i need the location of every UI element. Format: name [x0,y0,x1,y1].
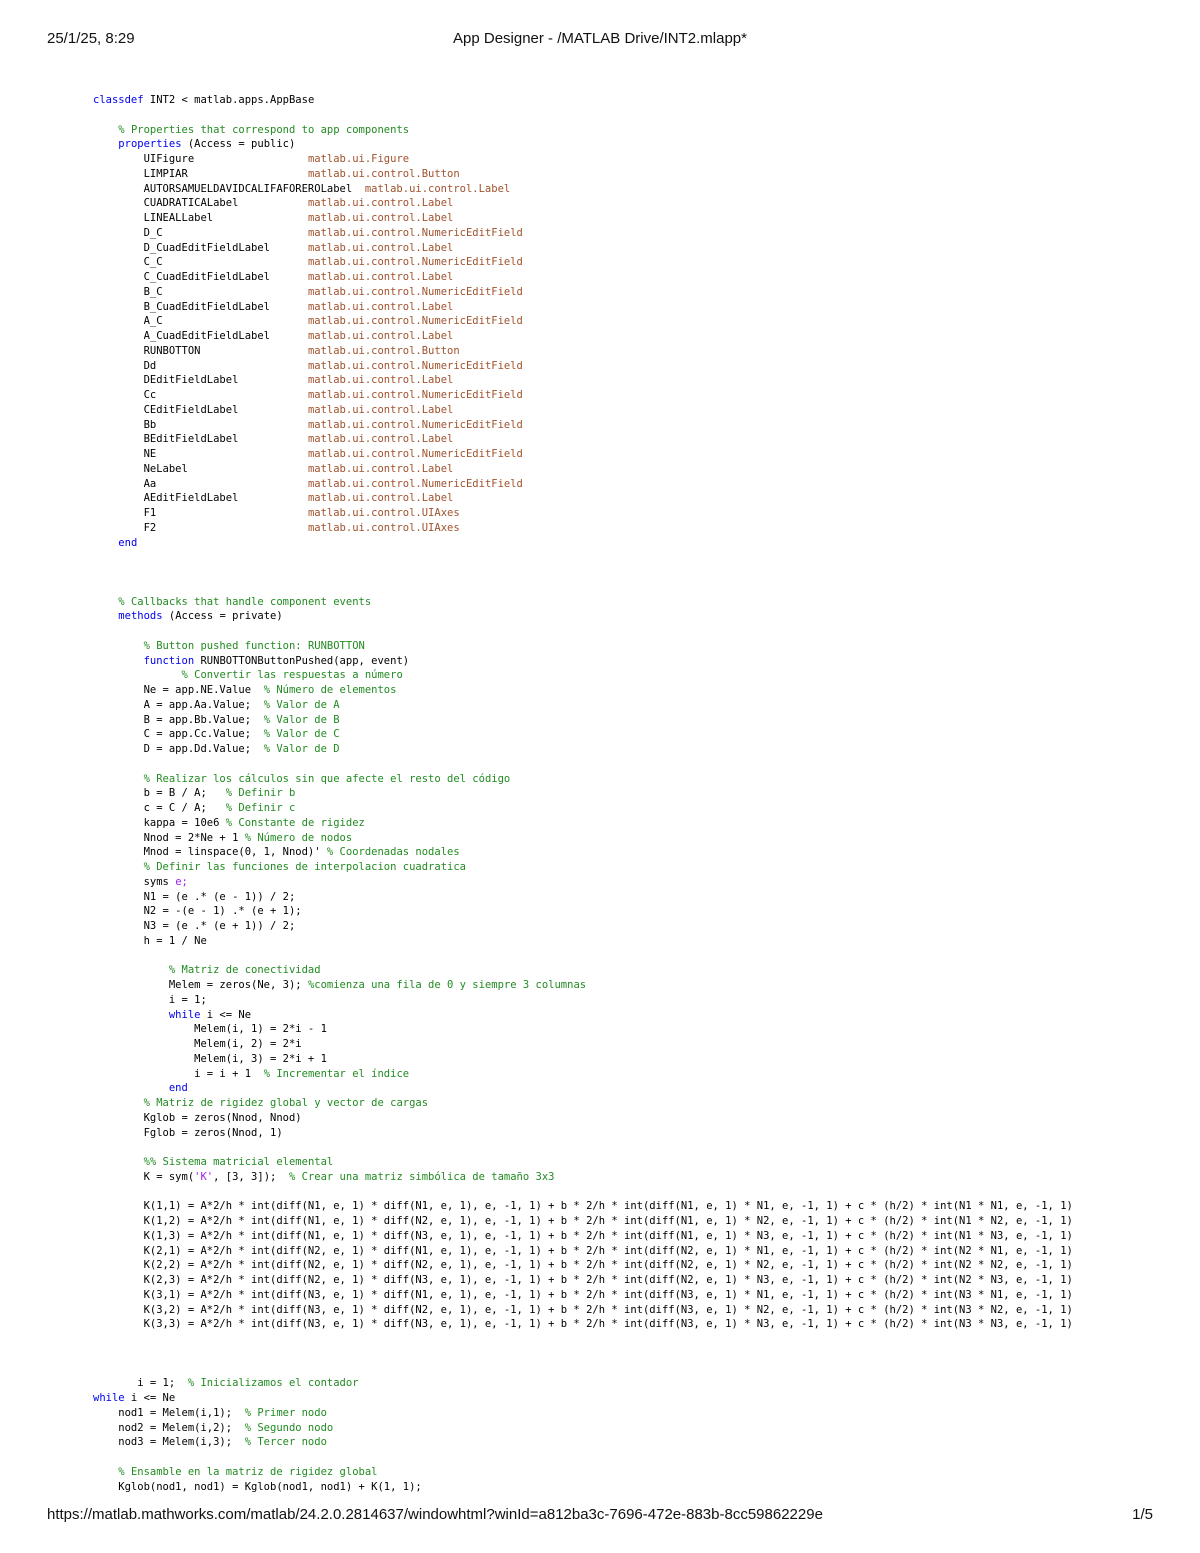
code-token: Nnod = 2*Ne + 1 [93,831,245,844]
code-token: % Callbacks that handle component events [118,595,372,608]
code-line [93,1052,1150,1067]
code-line [93,521,1150,536]
code-line [93,1096,1150,1111]
code-token: N1 = (e .* (e - 1)) / 2; [93,890,296,903]
code-line [93,1450,1150,1465]
code-token: matlab.ui.control.Label [307,374,454,387]
code-line [93,624,1150,639]
code-line [93,919,1150,934]
code-token: AEditFieldLabel [93,492,308,505]
code-token: matlab.ui.control.Label [307,433,454,446]
code-line [93,1435,1150,1450]
code-token: % Matriz de rigidez global y vector de cargas [143,1097,429,1109]
code-token [93,596,118,608]
code-token: % Valor de A [263,698,340,711]
code-line [93,329,1150,344]
code-token: , [3, 3]); [213,1170,289,1183]
code-line [93,462,1150,477]
code-line [93,285,1150,300]
code-line [93,1081,1150,1096]
code-token: K(3,2) = A*2/h * int(diff(N3, e, 1) * diff(N2, e, 1), e, -1, 1) + b * 2/h * int(diff(N3, e, 1) * N2, e, -1, 1) + c * (h/2) * int(N3 * N2, e, -1, 1) [93,1303,1073,1316]
code-token: A = app.Aa.Value; [93,698,264,711]
code-line [93,1170,1150,1185]
code-token: Fglob = zeros(Nnod, 1) [93,1126,283,1139]
code-line [93,963,1150,978]
code-line [93,949,1150,964]
code-token: LIMPIAR [93,167,308,180]
code-line [93,182,1150,197]
code-token: matlab.ui.control.Label [307,492,454,505]
code-token: while [168,1008,201,1021]
code-token: kappa = 10e6 [93,816,226,829]
code-token: % Inicializamos el contador [187,1377,359,1390]
code-line [93,1391,1150,1406]
code-line [93,1022,1150,1037]
code-token: i <= Ne [124,1392,176,1404]
code-token: % Número de nodos [244,831,353,844]
code-token: Aa [93,477,308,490]
code-token: % Convertir las respuestas a número [181,669,403,682]
code-line [93,388,1150,403]
code-token: CUADRATICALabel [93,197,308,210]
code-token: NeLabel [93,462,308,475]
code-token: Melem = zeros(Ne, 3); [93,979,308,991]
code-token: AUTORSAMUELDAVIDCALIFAFOREROLabel [93,182,365,195]
code-token [93,138,118,150]
code-token: function [143,654,195,667]
code-token: K(3,1) = A*2/h * int(diff(N3, e, 1) * diff(N1, e, 1), e, -1, 1) + b * 2/h * int(diff(N3, e, 1) * N1, e, -1, 1) + c * (h/2) * int(N3 * N1, e, -1, 1) [93,1288,1073,1301]
code-token: Bb [93,418,308,431]
code-token: % Coordenadas nodales [326,846,460,859]
code-line [93,1037,1150,1052]
code-token: % Constante de rigidez [225,816,365,829]
code-token: matlab.ui.control.NumericEditField [307,389,523,401]
code-token: end [118,536,138,549]
code-token: % Valor de B [263,713,340,726]
code-token: C_C [93,256,308,269]
code-line [93,639,1150,654]
code-line [93,1185,1150,1200]
code-token: % Definir las funciones de interpolacion cuadratica [143,861,466,873]
code-token: K(3,3) = A*2/h * int(diff(N3, e, 1) * diff(N3, e, 1), e, -1, 1) + b * 2/h * int(diff(N3, e, 1) * N3, e, -1, 1) + c * (h/2) * int(N3 * N3, e, -1, 1) [93,1318,1073,1331]
code-token: K(1,1) = A*2/h * int(diff(N1, e, 1) * diff(N1, e, 1), e, -1, 1) + b * 2/h * int(diff(N1, e, 1) * N1, e, -1, 1) + c * (h/2) * int(N1 * N1, e, -1, 1) [93,1200,1073,1213]
code-token: e; [175,875,188,888]
code-token: i <= Ne [200,1008,252,1021]
code-token: matlab.ui.control.NumericEditField [307,285,523,298]
code-token: matlab.ui.control.Button [307,167,460,180]
code-token: % Definir c [225,802,296,814]
code-line [93,108,1150,123]
code-line [93,757,1150,772]
code-line [93,698,1150,713]
code-line [93,1140,1150,1155]
code-line [93,1480,1150,1494]
code-token: N2 = -(e - 1) .* (e + 1); [93,905,302,918]
code-token: Kglob = zeros(Nnod, Nnod) [93,1111,302,1124]
code-line [93,1303,1150,1318]
code-line [93,1111,1150,1126]
code-token: B_CuadEditFieldLabel [93,300,308,313]
code-line [93,904,1150,919]
code-token: matlab.ui.control.UIAxes [307,521,460,534]
code-token [93,1156,144,1168]
code-line [93,609,1150,624]
code-line [93,890,1150,905]
code-token: matlab.ui.Figure [307,153,410,165]
code-line [93,683,1150,698]
code-token: matlab.ui.control.Label [307,300,454,313]
code-line [93,1199,1150,1214]
code-token [93,1466,118,1478]
code-token: matlab.ui.control.NumericEditField [307,418,523,431]
code-line [93,550,1150,565]
code-token: i = 1; [93,993,207,1006]
code-line [93,359,1150,374]
code-token: A_CuadEditFieldLabel [93,330,308,342]
code-token: RUNBOTTONButtonPushed(app, event) [194,654,410,667]
code-line [93,786,1150,801]
code-token: K(1,2) = A*2/h * int(diff(N1, e, 1) * diff(N2, e, 1), e, -1, 1) + b * 2/h * int(diff(N1, e, 1) * N2, e, -1, 1) + c * (h/2) * int(N1 * N2, e, -1, 1) [93,1215,1073,1227]
code-token: c = C / A; [93,802,226,814]
code-line [93,978,1150,993]
code-token: matlab.ui.control.Button [307,344,460,357]
code-token: D_CuadEditFieldLabel [93,241,308,254]
code-token: matlab.ui.control.NumericEditField [307,477,523,490]
code-token [93,610,118,622]
code-token: nod1 = Melem(i,1); [93,1406,245,1419]
code-token [93,773,144,785]
code-line [93,934,1150,949]
code-line [93,196,1150,211]
code-line [93,123,1150,138]
code-line [93,860,1150,875]
code-token: 'K' [194,1170,214,1183]
code-token: Dd [93,359,308,372]
code-line [93,595,1150,610]
code-line [93,1126,1150,1141]
code-token: % Valor de C [263,728,340,741]
code-line [93,270,1150,285]
page-url: https://matlab.mathworks.com/matlab/24.2.0.2814637/windowhtml?winId=a812ba3c-7696-472e-883b-8cc59862229e [47,1506,823,1523]
code-token: i = i + 1 [93,1067,264,1080]
code-line [93,1465,1150,1480]
code-line [93,1332,1150,1347]
code-token: methods [118,610,163,623]
code-listing [93,93,1150,1493]
code-line [93,93,1150,108]
code-line [93,418,1150,433]
code-token: Cc [93,389,308,401]
code-token: matlab.ui.control.Label [364,182,511,195]
code-line [93,845,1150,860]
code-line [93,1421,1150,1436]
code-token [93,1082,169,1094]
code-line [93,816,1150,831]
code-token: matlab.ui.control.NumericEditField [307,315,523,328]
code-token: i = 1; [93,1377,188,1390]
code-line [93,300,1150,315]
code-line [93,993,1150,1008]
code-line [93,875,1150,890]
code-token [93,964,169,976]
code-token: while [93,1392,125,1404]
code-token: (Access = public) [181,138,296,151]
code-line [93,1406,1150,1421]
code-token [93,1009,169,1021]
code-token: % Realizar los cálculos sin que afecte el resto del código [143,772,511,785]
code-token: C = app.Cc.Value; [93,728,264,741]
code-line [93,491,1150,506]
code-token: Mnod = linspace(0, 1, Nnod)' [93,846,327,859]
code-line [93,477,1150,492]
code-line [93,506,1150,521]
code-line [93,772,1150,787]
code-token [93,537,118,549]
code-line [93,1229,1150,1244]
code-token: K = sym( [93,1170,195,1183]
code-token: Ne = app.NE.Value [93,684,264,696]
code-token: RUNBOTTON [93,344,308,357]
code-token [93,124,118,136]
code-line [93,1362,1150,1377]
code-line [93,1244,1150,1259]
code-token: D = app.Dd.Value; [93,743,264,755]
print-datetime: 25/1/25, 8:29 [47,30,135,47]
code-token: % Segundo nodo [244,1421,334,1434]
code-token: K(2,1) = A*2/h * int(diff(N2, e, 1) * diff(N1, e, 1), e, -1, 1) + b * 2/h * int(diff(N2, e, 1) * N1, e, -1, 1) + c * (h/2) * int(N2 * N1, e, -1, 1) [93,1244,1073,1257]
code-token: % Número de elementos [263,684,397,696]
code-line [93,226,1150,241]
code-token: B_C [93,285,308,298]
code-token: A_C [93,315,308,328]
page-title: App Designer - /MATLAB Drive/INT2.mlapp* [453,30,747,47]
code-token: b = B / A; [93,787,226,800]
code-token: Melem(i, 2) = 2*i [93,1038,302,1050]
code-token: K(2,2) = A*2/h * int(diff(N2, e, 1) * diff(N2, e, 1), e, -1, 1) + b * 2/h * int(diff(N2, e, 1) * N2, e, -1, 1) + c * (h/2) * int(N2 * N2, e, -1, 1) [93,1259,1073,1272]
code-token: B = app.Bb.Value; [93,713,264,726]
code-token: matlab.ui.control.NumericEditField [307,226,523,239]
code-line [93,742,1150,757]
code-token: BEditFieldLabel [93,433,308,446]
code-line [93,668,1150,683]
code-token: matlab.ui.control.Label [307,197,454,210]
code-token: h = 1 / Ne [93,934,207,947]
code-line [93,1273,1150,1288]
code-line [93,727,1150,742]
code-token: F1 [93,507,308,519]
code-token: % Matriz de conectividad [168,964,321,977]
code-token: % Button pushed function: RUNBOTTON [143,639,365,652]
code-line [93,447,1150,462]
code-token: UIFigure [93,153,308,165]
page-number: 1/5 [1132,1506,1153,1523]
code-token: C_CuadEditFieldLabel [93,271,308,283]
code-token [93,861,144,873]
code-token: D_C [93,226,308,239]
code-line [93,831,1150,846]
code-token: classdef [93,94,144,106]
code-token: % Crear una matriz simbólica de tamaño 3x3 [288,1170,555,1183]
code-token: % Ensamble en la matriz de rigidez global [118,1465,378,1478]
code-line [93,167,1150,182]
code-token: %comienza una fila de 0 y siempre 3 columnas [307,979,587,991]
code-line [93,1347,1150,1362]
code-token: Melem(i, 3) = 2*i + 1 [93,1052,327,1065]
code-line [93,152,1150,167]
code-token: % Properties that correspond to app components [118,123,410,136]
code-line [93,1067,1150,1082]
code-line [93,403,1150,418]
code-token: matlab.ui.control.Label [307,330,454,342]
code-token: matlab.ui.control.Label [307,212,454,224]
code-token: N3 = (e .* (e + 1)) / 2; [93,920,296,932]
code-line [93,654,1150,669]
code-token: %% Sistema matricial elemental [143,1156,334,1168]
code-line [93,373,1150,388]
code-token [93,669,182,681]
code-token: % Primer nodo [244,1406,327,1419]
code-line [93,137,1150,152]
code-token: nod3 = Melem(i,3); [93,1436,245,1449]
code-token: % Incrementar el índice [263,1067,410,1080]
code-token: % Tercer nodo [244,1436,327,1449]
code-token: K(1,3) = A*2/h * int(diff(N1, e, 1) * diff(N3, e, 1), e, -1, 1) + b * 2/h * int(diff(N1, e, 1) * N3, e, -1, 1) + c * (h/2) * int(N1 * N3, e, -1, 1) [93,1229,1073,1242]
code-token [93,1097,144,1109]
code-token: matlab.ui.control.NumericEditField [307,256,523,269]
code-token: (Access = private) [162,610,283,623]
code-token: Kglob(nod1, nod1) = Kglob(nod1, nod1) + K(1, 1); [93,1480,422,1493]
code-token: syms [93,875,176,888]
code-token: end [168,1082,188,1095]
code-token: % Valor de D [263,743,340,755]
code-line [93,713,1150,728]
code-line [93,536,1150,551]
code-line [93,1317,1150,1332]
code-line [93,432,1150,447]
code-line [93,344,1150,359]
code-line [93,580,1150,595]
code-token: matlab.ui.control.Label [307,462,454,475]
code-token: CEditFieldLabel [93,403,308,416]
code-line [93,1288,1150,1303]
code-token [93,640,144,652]
code-token: matlab.ui.control.NumericEditField [307,359,523,372]
code-line [93,801,1150,816]
code-line [93,1258,1150,1273]
code-line [93,1008,1150,1023]
code-line [93,565,1150,580]
code-token: LINEALLabel [93,212,308,224]
code-token: DEditFieldLabel [93,374,308,387]
code-token: matlab.ui.control.Label [307,403,454,416]
code-line [93,1376,1150,1391]
code-token: % Definir b [225,787,296,800]
code-token: matlab.ui.control.Label [307,241,454,254]
code-token: INT2 < matlab.apps.AppBase [143,94,315,106]
code-token: properties [118,138,182,151]
code-token: nod2 = Melem(i,2); [93,1421,245,1434]
code-line [93,1155,1150,1170]
code-token: NE [93,448,308,460]
code-token: matlab.ui.control.Label [307,271,454,283]
code-line [93,211,1150,226]
code-token: K(2,3) = A*2/h * int(diff(N2, e, 1) * diff(N3, e, 1), e, -1, 1) + b * 2/h * int(diff(N2, e, 1) * N3, e, -1, 1) + c * (h/2) * int(N2 * N3, e, -1, 1) [93,1274,1073,1286]
code-line [93,1214,1150,1229]
code-line [93,241,1150,256]
code-token [93,655,144,667]
code-token: Melem(i, 1) = 2*i - 1 [93,1023,327,1036]
code-line [93,255,1150,270]
code-line [93,314,1150,329]
code-token: matlab.ui.control.NumericEditField [307,448,523,460]
code-token: matlab.ui.control.UIAxes [307,507,460,519]
code-token: F2 [93,521,308,534]
